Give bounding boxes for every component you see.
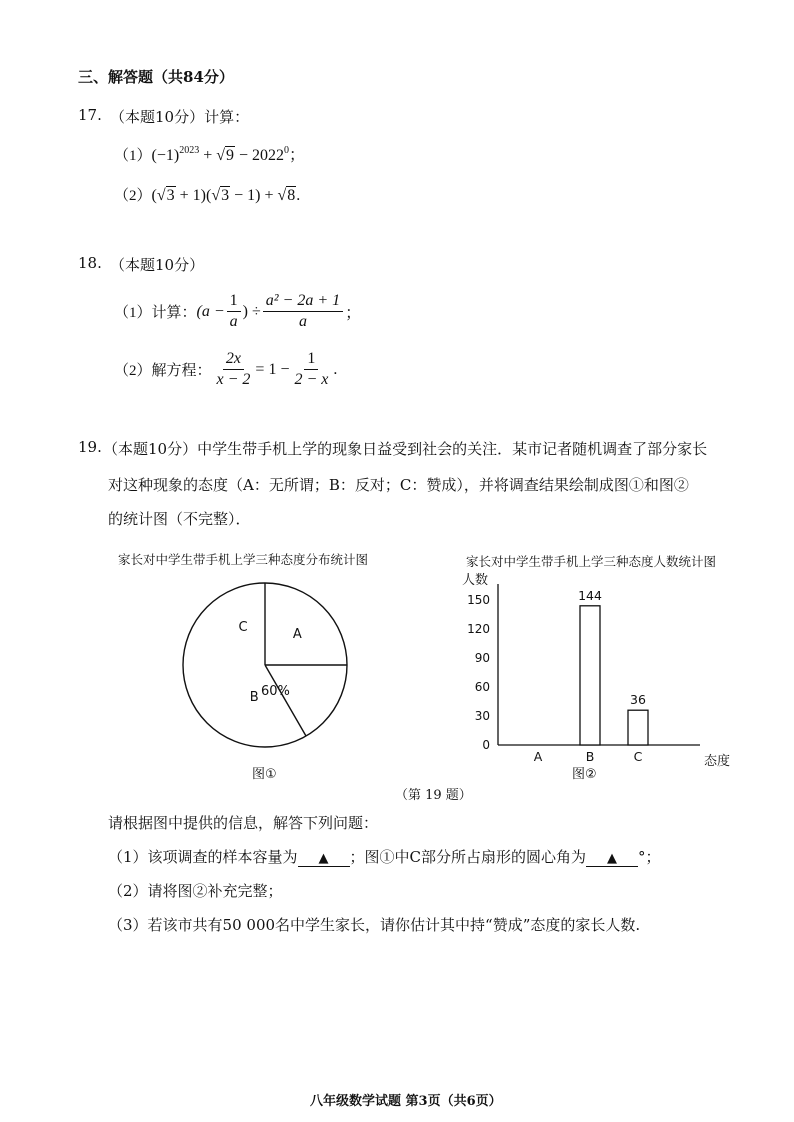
pie-title: 家长对中学生带手机上学三种态度分布统计图	[118, 552, 369, 567]
q18-part1-label: （1）计算：	[114, 305, 197, 321]
bar-ylabel: 人数	[462, 573, 489, 588]
q17-p1-exponent-zero: 0	[284, 145, 290, 156]
q18-p2-frac2-den: 2 − x	[294, 371, 329, 388]
q17-p1-exponent: 2023	[179, 145, 200, 156]
q18-p2-fraction-2	[291, 350, 331, 389]
pie-label-A: A	[292, 627, 302, 643]
q18-p1-fraction-2	[263, 292, 343, 331]
bar-category-A: A	[533, 749, 543, 764]
q17-p2-mid-1: + 1)(	[175, 187, 212, 204]
q19-line-3: 的统计图（不完整）．	[108, 510, 251, 528]
pie-label-b-percent: 60%	[261, 684, 290, 699]
bar-value-label-C: 36	[630, 692, 646, 708]
q19-line-1: （本题10分）中学生带手机上学的现象日益受到社会的关注．某市记者随机调查了部分家长	[103, 440, 708, 458]
q18-part2-label: （2）解方程：	[114, 363, 212, 379]
sqrt-symbol: √	[211, 187, 221, 204]
q17-p1-end: ；	[289, 147, 306, 164]
q18-p1-close: ) ÷	[242, 302, 261, 320]
bar-C	[628, 710, 648, 745]
q18-p1-frac1-den: a	[229, 313, 238, 330]
q18-header: （本题10分）	[110, 256, 205, 274]
q17-p1-minus: − 2022	[235, 147, 285, 164]
bar-chart	[467, 584, 700, 764]
sqrt-symbol: √	[277, 187, 287, 204]
q19-number: 19.	[78, 438, 102, 456]
q19-sub1	[108, 846, 661, 867]
q19-sub1-text-c: °；	[638, 848, 661, 866]
q18-part1	[114, 292, 361, 331]
sqrt-symbol: √	[216, 147, 226, 164]
bar-ytick-label: 60	[474, 680, 490, 694]
q17-part2-label: （2）	[114, 188, 152, 204]
page-footer: 八年级数学试题 第3页（共6页）	[310, 1094, 502, 1109]
q17-p2-radicand-1: 3	[166, 187, 175, 204]
q19-sub2: （2）请将图②补充完整；	[108, 882, 283, 900]
q19-line-2: 对这种现象的态度（A：无所谓；B：反对；C：赞成），并将调查结果绘制成图①和图②	[108, 476, 689, 494]
bar-ytick-label: 150	[467, 593, 490, 607]
q19-figures	[0, 540, 794, 810]
q19-sub1-text-b: ；图①中C部分所占扇形的圆心角为	[349, 848, 587, 866]
q19-sub3: （3）若该市共有50 000名中学生家长，请你估计其中持“赞成”态度的家长人数.	[108, 916, 641, 934]
q18-p1-open: (a −	[196, 302, 225, 320]
bar-category-B: B	[585, 749, 595, 764]
bar-ytick-label: 90	[474, 651, 490, 665]
q18-p2-fraction-1	[214, 350, 254, 389]
pie-label-C: C	[238, 619, 248, 635]
q17-header: （本题10分）计算：	[110, 108, 250, 126]
pie-slice-boundary-3	[265, 665, 306, 736]
q17-p2-radicand-2: 3	[221, 187, 230, 204]
q18-p2-equals: = 1 −	[255, 360, 290, 378]
pie-chart	[183, 583, 347, 747]
q17-p2-mid-2: − 1) +	[230, 187, 278, 204]
q17-p2-open: (	[151, 187, 157, 204]
q18-p1-frac1-num: 1	[227, 292, 241, 312]
q19-sub1-text-a: （1）该项调查的样本容量为	[108, 848, 298, 866]
pie-figure-label: 图①	[252, 767, 277, 782]
q18-p1-end: ；	[345, 305, 362, 322]
bar-category-C: C	[633, 749, 643, 764]
q18-p2-frac2-num: 1	[304, 350, 318, 370]
q18-p2-frac1-den: x − 2	[216, 371, 251, 388]
q18-p2-frac1-num: 2x	[223, 350, 244, 370]
q18-p1-frac2-num: a² − 2a + 1	[263, 292, 343, 312]
q17-p1-radicand: 9	[226, 147, 235, 164]
q17-p1-base: (−1)	[151, 147, 180, 164]
bar-ytick-label: 30	[474, 709, 490, 723]
q17-part1	[114, 142, 305, 165]
bar-figure-label: 图②	[572, 767, 597, 782]
answer-blank-1[interactable]: ▲	[298, 851, 350, 867]
figure-caption: （第 19 题）	[395, 788, 472, 803]
answer-blank-2[interactable]: ▲	[586, 851, 638, 867]
bar-ytick-label: 0	[482, 738, 490, 752]
q17-number: 17.	[78, 106, 102, 124]
bar-B	[580, 606, 600, 745]
sqrt-symbol: √	[156, 187, 166, 204]
bar-xlabel: 态度	[704, 754, 731, 769]
q17-p1-plus: +	[199, 147, 217, 164]
q18-p1-frac2-den: a	[298, 313, 307, 330]
q17-part2	[114, 184, 300, 205]
q17-p2-radicand-3: 8	[287, 187, 296, 204]
section-title: 三、解答题（共84分）	[78, 68, 234, 86]
q19-prompt: 请根据图中提供的信息，解答下列问题：	[108, 814, 379, 832]
bar-ytick-label: 120	[467, 622, 490, 636]
q17-p2-end: .	[296, 187, 301, 204]
q18-number: 18.	[78, 254, 102, 272]
bar-value-label-B: 144	[578, 587, 602, 603]
q18-part2	[114, 350, 337, 389]
pie-label-B: B	[249, 689, 259, 705]
q17-part1-label: （1）	[114, 148, 152, 164]
q18-p1-fraction-1	[227, 292, 241, 331]
q18-p2-end: .	[333, 360, 338, 378]
bar-title: 家长对中学生带手机上学三种态度人数统计图	[466, 554, 717, 569]
